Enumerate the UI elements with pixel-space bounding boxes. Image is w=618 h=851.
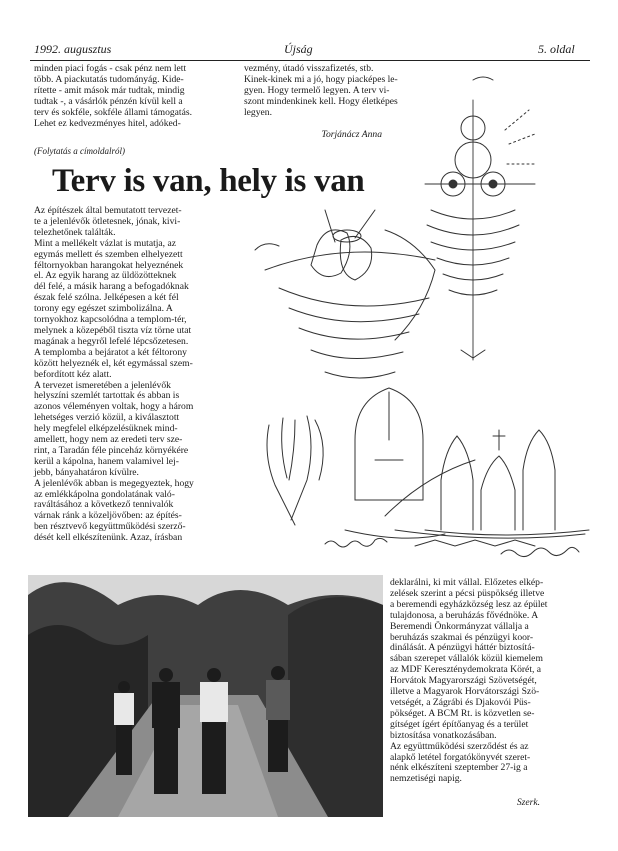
editor-signature: Szerk.	[516, 797, 540, 808]
article-headline: Terv is van, hely is van	[52, 163, 365, 199]
group-walking-photo	[28, 575, 383, 817]
article-body-col1: Az építészek által bemutatott tervezet- te a jelenlévők ötletesnek, jónak, kivi- telezhetőnek találták. Mint a mellékelt vázlat is mutatja, az egymás mellett és szemben elhelyezett féltornyokban harangokat helyeznének el. Az egyik harang az üldözötteknek dél felé, a másik harang a befogadóknak észak felé szólna. Jelképesen a két fél torony egy egészet szimbolizálna. A tornyokhoz kapcsolódna a templom-tér, melynek a közepéből tiszta víz törne utat magának a hegyről lefelé lépcsőzetesen. A templomba a bejáratot a két féltorony között helyeznék el, két egymással szem- befordított kéz alatt. A tervezet ismeretében a jelenlévők helyszíni szemlét tartottak és abban is azonos véleményen voltak, hogy a három lehetséges verzió közül, a kiválasztott hely megfelel elképzelésüknek mind- amellett, hogy nem az eredeti terv sze- rint, a Taradán féle pinceház környékére kerül a kápolna, hanem valamivel lej- jebb, bányahatáron kívülre. A jelenlévők abban is megegyeztek, hogy az emlékkápolna gondolatának való- raváltásához a következő tennivalók várnak ránk a közeljövőben: az építés- ben résztvevő kegyüttműködési szerző- dését kell elkészítenünk. Azaz, írásban	[34, 205, 194, 544]
prev-article-col2: vezmény, útadó visszafizetés, stb. Kinek-kinek mi a jó, hogy piacképes le- gyen. Hogy termelő legyen. A terv vi- szont mindenkinek kell. Hogy életképes legyen.	[244, 63, 398, 118]
header-page-number: 5. oldal	[538, 42, 575, 56]
chapel-sketch-illustration	[235, 60, 605, 565]
article-body-col2: deklarálni, ki mit vállal. Előzetes elkép- zelések szerint a pécsi püspökség illetve a beremendi egyházközség lesz az épület tulajdonosa, a beruházás fővédnöke. A Beremendi Önkormányzat vállalja a beruházás szakmai és pénzügyi koor- dinálását. A pénzügyi háttér biztosítá- sában szerepet vállalók közül kiemelem az MDF Kereszténydemokrata Körét, a Horvátok Magyarországi Szövetségét, illetve a Magyarok Horvátországi Szö- vetségét, a Zágrábi és Djakovói Püs- pökséget. A BCM Rt. is közvetlen se- gítséget ígért építőanyag és a terület biztosítása vonatkozásában. Az együttműködési szerződést és az alapkő letétel forgatókönyvét szeret- nénk elkészíteni szeptember 27-ig a nemzetiségi napig.	[390, 577, 548, 785]
continuation-note: (Folytatás a címoldalról)	[34, 146, 125, 156]
header-paper-name: Újság	[284, 42, 313, 56]
prev-article-author: Torjánácz Anna	[321, 129, 382, 140]
header-date: 1992. augusztus	[34, 42, 112, 56]
prev-article-col1: minden piaci fogás - csak pénz nem lett több. A piackutatás tudományág. Kide- rítette - amit mások már tudtak, mindig tudtak -, a vásárlók pénzén kívül kell a terv és sokféle, sokféle állami támogatás. Lehet ez kedvezményes hitel, adóked-	[34, 63, 192, 129]
